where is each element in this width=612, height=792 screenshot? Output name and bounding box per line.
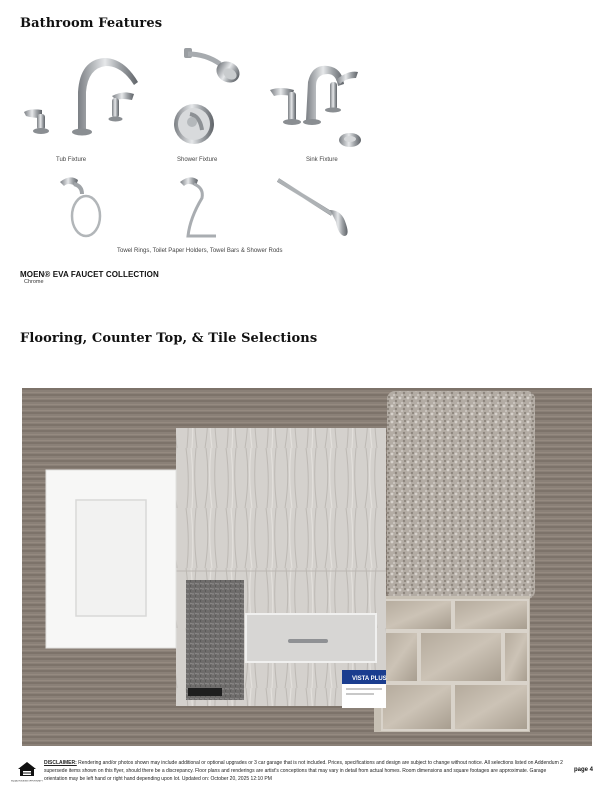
towel-bar-image [276, 172, 356, 242]
disclaimer-body: Rendering and/or photos shown may include additional or optional upgrades or 3 car garage that is not included. Prices, specifications and design are subject to change without notice. All selections listed on Addendum 2 supersede items shown on this flyer, should there be a discrepancy. Floor plans and renderings are artist's conceptions that may vary in detail from actual homes. Room dimensions and square footages are approximate. Garage orientation may be left hand or right hand depending upon lot. Updated on: October 20, 2025 12:10 PM [44, 760, 563, 782]
flooring-selections-heading: Flooring, Counter Top, & Tile Selections [20, 331, 318, 346]
disclaimer-label: DISCLAIMER: [44, 760, 77, 766]
sink-fixture-image [266, 60, 366, 150]
selections-sample-photo [22, 388, 592, 746]
towel-ring-image [56, 172, 106, 242]
tub-fixture-caption: Tub Fixture [56, 157, 87, 163]
vista-plus-label: VISTA PLUS [352, 676, 387, 682]
page-number: page 4 [574, 767, 594, 773]
equal-housing-icon [11, 760, 43, 784]
sink-fixture-caption: Sink Fixture [306, 157, 338, 163]
bathroom-features-heading: Bathroom Features [20, 16, 163, 31]
shower-fixture-image [170, 44, 245, 154]
shower-fixture-caption: Shower Fixture [177, 157, 218, 163]
sample-board-illustration [22, 388, 592, 746]
equal-housing-text: EQUAL HOUSING OPPORTUNITY [11, 780, 43, 783]
collection-finish: Chrome [24, 279, 44, 285]
toilet-paper-holder-image [176, 172, 226, 242]
tub-fixture-image [20, 52, 150, 142]
disclaimer-text [44, 759, 564, 783]
accessories-caption: Towel Rings, Toilet Paper Holders, Towel Bars & Shower Rods [117, 248, 283, 254]
collection-name: MOEN® EVA FAUCET COLLECTION [20, 270, 159, 279]
